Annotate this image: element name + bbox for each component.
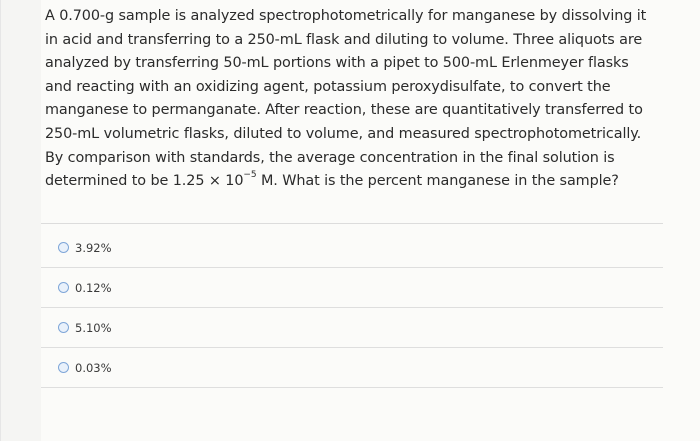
question-text-part: M. What is the percent manganese in the sample? (256, 173, 619, 190)
options-separator (41, 223, 663, 224)
radio-button-icon[interactable] (58, 242, 69, 253)
question-line-final (45, 170, 667, 194)
answer-option-3[interactable] (41, 308, 663, 348)
question-line: in acid and transferring to a 250-mL flask and diluting to volume. Three aliquots are (45, 31, 643, 48)
radio-button-icon[interactable] (58, 362, 69, 373)
answer-option-label: 3.92% (75, 240, 112, 255)
answer-option-4[interactable] (41, 348, 663, 388)
answer-option-label: 5.10% (75, 320, 112, 335)
question-line: manganese to permanganate. After reaction, these are quantitatively transferred to (45, 102, 643, 119)
left-margin (1, 0, 41, 441)
answer-option-2[interactable] (41, 268, 663, 308)
question-line: and reacting with an oxidizing agent, potassium peroxydisulfate, to convert the (45, 78, 611, 95)
question-line: By comparison with standards, the average concentration in the final solution is (45, 149, 615, 166)
radio-button-icon[interactable] (58, 322, 69, 333)
question-line: A 0.700-g sample is analyzed spectrophotometrically for manganese by dissolving it (45, 8, 647, 24)
answer-option-1[interactable] (41, 228, 663, 268)
question-line: 250-mL volumetric flasks, diluted to volume, and measured spectrophotometrically. (45, 125, 642, 142)
question-text (45, 5, 667, 194)
answer-option-label: 0.03% (75, 360, 112, 375)
radio-button-icon[interactable] (58, 282, 69, 293)
answer-option-label: 0.12% (75, 280, 112, 295)
exponent: −5 (243, 170, 257, 181)
question-line: analyzed by transferring 50-mL portions with a pipet to 500-mL Erlenmeyer flasks (45, 55, 629, 72)
question-text-part: determined to be 1.25 × 10 (45, 173, 244, 190)
